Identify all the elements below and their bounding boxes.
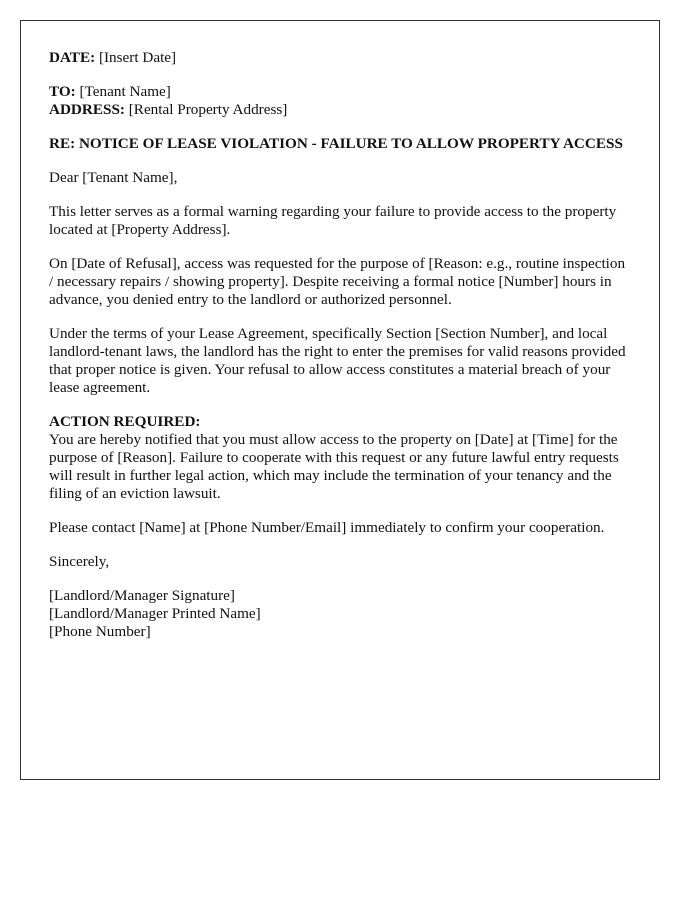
recipient-block [49,83,631,119]
paragraph-lease-terms: Under the terms of your Lease Agreement, specifically Section [Section Number], and local landlord-tenant laws, the landlord has the right to enter the premises for valid reasons provided that proper notice is given. Your refusal to allow access constitutes a material breach of your lease agreement. [49,325,626,396]
closing: Sincerely, [49,553,110,570]
signature-line: [Landlord/Manager Signature] [49,587,235,604]
to-line [49,83,631,101]
to-label: TO: [49,83,76,100]
action-required-text: You are hereby notified that you must allow access to the property on [Date] at [Time] for the purpose of [Reason]. Failure to cooperate with this request or any future lawful entry requests will result in further legal action, which may include the termination of your tenancy and the filing of an eviction lawsuit. [49,431,619,502]
address-line [49,101,631,119]
action-required-section [49,413,631,503]
address-label: ADDRESS: [49,101,125,118]
address-value: [Rental Property Address] [124,101,288,118]
phone-number-line: [Phone Number] [49,623,151,640]
printed-name-line: [Landlord/Manager Printed Name] [49,605,261,622]
paragraph-warning: This letter serves as a formal warning regarding your failure to provide access to the property located at [Property Address]. [49,203,617,238]
paragraph-refusal: On [Date of Refusal], access was requested for the purpose of [Reason: e.g., routine inspection / necessary repairs / showing property]. Despite receiving a formal notice [Number] hours in advance, you denied entry to the landlord or authorized personnel. [49,255,626,308]
to-value: [Tenant Name] [75,83,171,100]
salutation: Dear [Tenant Name], [49,169,178,186]
subject-heading: RE: NOTICE OF LEASE VIOLATION - FAILURE TO ALLOW PROPERTY ACCESS [49,135,623,152]
signature-block [49,587,631,641]
paragraph-contact: Please contact [Name] at [Phone Number/Email] immediately to confirm your cooperation. [49,519,605,536]
date-line [49,49,631,67]
letter-page [20,20,660,780]
date-label: DATE: [49,49,96,66]
action-required-heading: ACTION REQUIRED: [49,413,201,430]
date-value: [Insert Date] [95,49,177,66]
